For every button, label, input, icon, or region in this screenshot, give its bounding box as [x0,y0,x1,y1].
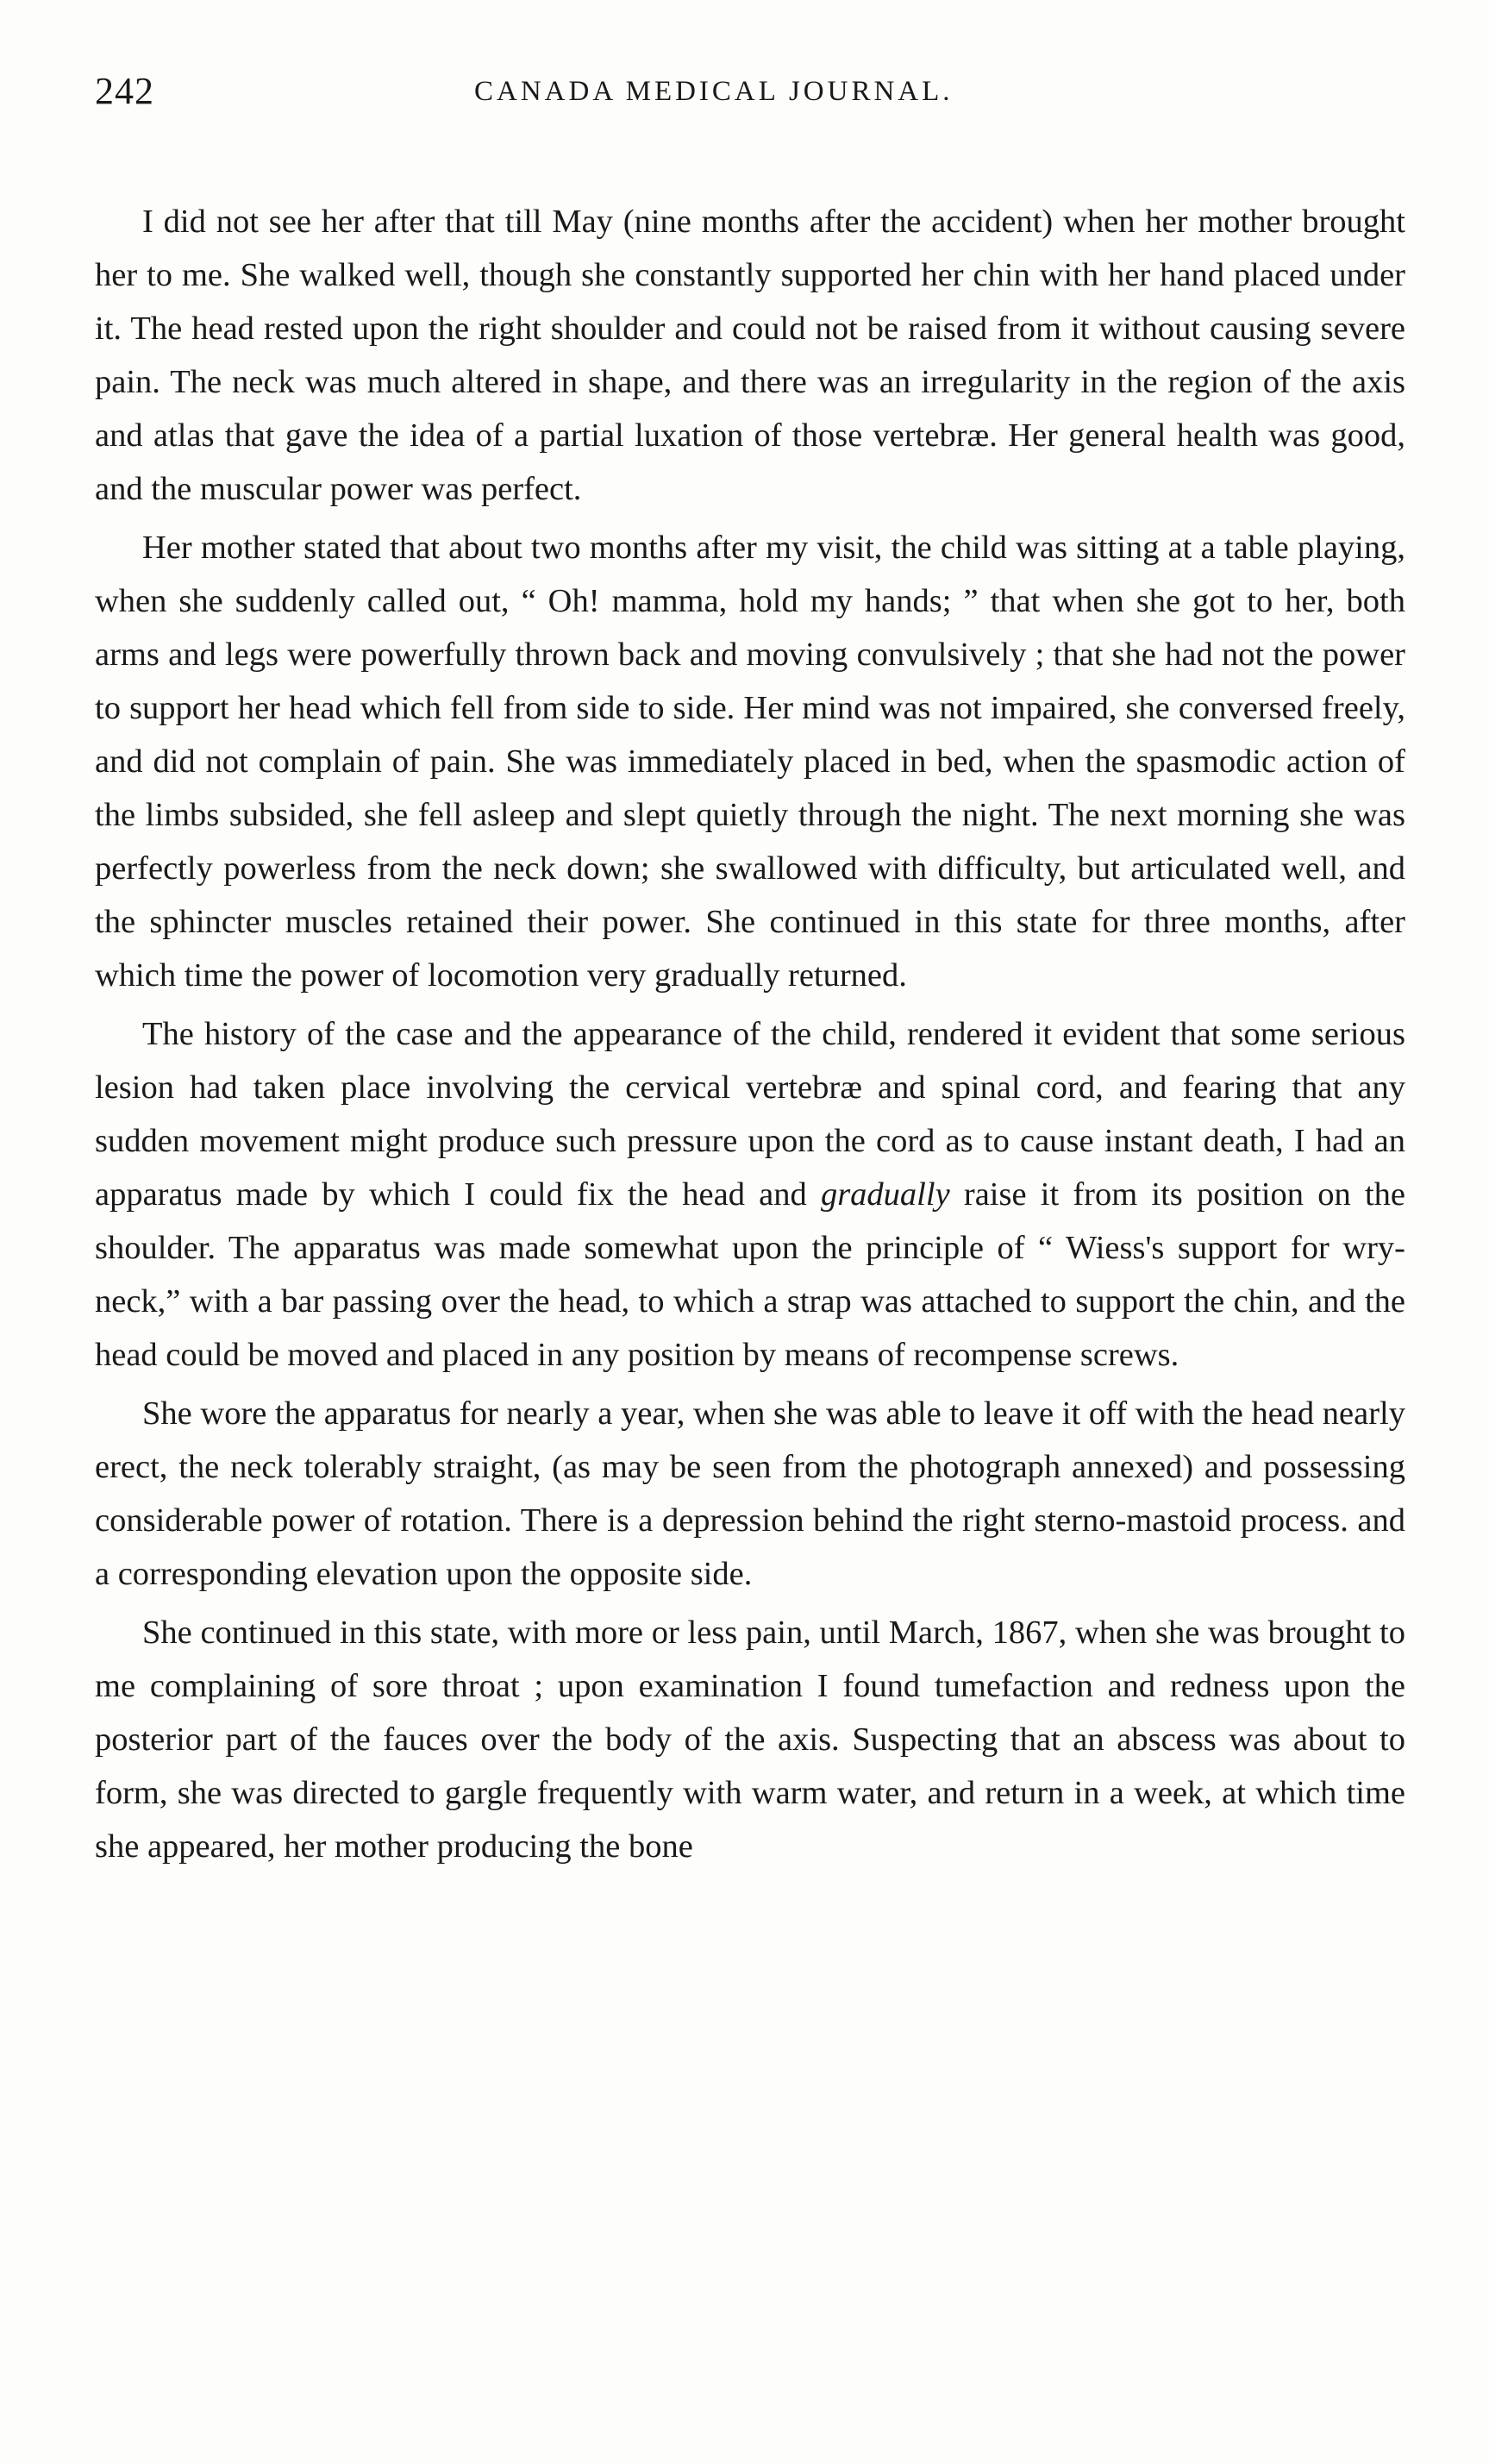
paragraph-3 [95,1007,1405,1382]
journal-title: CANADA MEDICAL JOURNAL. [474,76,954,107]
running-head [95,53,1405,122]
paragraph-2: Her mother stated that about two months after my visit, the child was sitting at a table playing, when she suddenly called out, “ Oh! mamma, hold my hands; ” that when she got to her, both arms and legs were powerfully thrown back and moving convulsively ; that she had not the power to support her head which fell from side to side. Her mind was not impaired, she conversed freely, and did not complain of pain. She was immediately placed in bed, when the spasmodic action of the limbs subsided, she fell asleep and slept quietly through the night. The next morning she was perfectly powerless from the neck down; she swallowed with difficulty, but articulated well, and the sphincter muscles retained their power. She continued in this state for three months, after which time the power of locomotion very gradually returned. [95,530,1405,994]
article-body [95,195,1405,1873]
emphasized-word: gradually [820,1176,950,1213]
journal-page [95,53,1405,1878]
paragraph-5: She continued in this state, with more or less pain, until March, 1867, when she was brought to me complaining of sore throat ; upon examination I found tumefaction and redness upon the posterior part of the fauces over the body of the axis. Suspecting that an abscess was about to form, she was directed to gargle frequently with warm water, and return in a week, at which time she appeared, her mother producing the bone [95,1614,1405,1865]
paragraph-3-before: The history of the case and the appearance of the child, rendered it evident that some serious lesion had taken place involving the cervical vertebræ and spinal cord, and fearing that any sudden movement might produce such pressure upon the cord as to cause instant death, I had an apparatus made by which I could fix the head and [95,1016,1405,1213]
page-number: 242 [95,70,154,112]
paragraph-1: I did not see her after that till May (nine months after the accident) when her mother brought her to me. She walked well, though she constantly supported her chin with her hand placed under it. The head rested upon the right shoulder and could not be raised from it without causing severe pain. The neck was much altered in shape, and there was an irregularity in the region of the axis and atlas that gave the idea of a partial luxation of those vertebræ. Her general health was good, and the muscular power was perfect. [95,204,1405,507]
paragraph-4: She wore the apparatus for nearly a year, when she was able to leave it off with the head nearly erect, the neck tolerably straight, (as may be seen from the photograph annexed) and possessing considerable power of rotation. There is a depression behind the right sterno-mastoid process. and a corresponding elevation upon the opposite side. [95,1395,1405,1592]
paragraph-3-after: raise it from its position on the shoulder. The apparatus was made somewhat upon the principle of “ Wiess's support for wry-neck,” with a bar passing over the head, to which a strap was attached to support the chin, and the head could be moved and placed in any position by means of recompense screws. [95,1176,1405,1373]
